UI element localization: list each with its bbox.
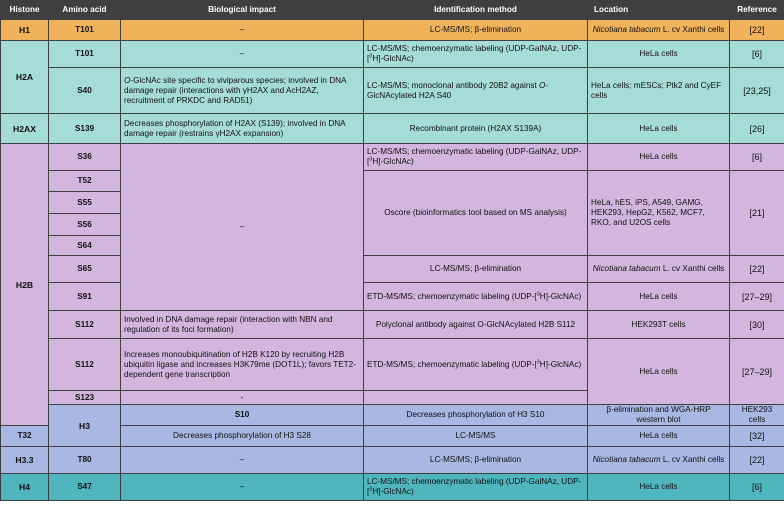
method-text: ETD-MS/MS; chemoenzymatic labeling (UDP-[	[367, 359, 537, 369]
reference-cell: [6]	[730, 41, 784, 68]
method-cell	[364, 339, 588, 391]
reference-cell: [27–29]	[730, 339, 784, 405]
impact-cell: Decreases phosphorylation of H3 S28	[121, 426, 364, 447]
species-name: Nicotiana tabacum	[592, 264, 661, 273]
impact-cell: Decreases phosphorylation of H2AX (S139); involved in DNA damage repair (restrains γH2AX expansion)	[121, 114, 364, 144]
location-cell: HeLa cells	[588, 426, 730, 447]
isotope-superscript: 3	[536, 358, 540, 365]
amino-acid-cell: S65	[49, 256, 121, 283]
reference-cell: [6]	[730, 144, 784, 171]
table-row	[1, 339, 784, 391]
method-text: LC-MS/MS; monoclonal antibody 20B2 against	[367, 80, 540, 90]
location-text: L. cv Xanthi cells	[660, 455, 725, 464]
species-name: Nicotiana tabacum	[592, 455, 661, 464]
reference-cell: [30]	[730, 311, 784, 339]
table-row	[1, 41, 784, 68]
method-cell: LC-MS/MS; β-elimination	[364, 20, 588, 41]
table-row	[1, 68, 784, 114]
method-text: ETD-MS/MS; chemoenzymatic labeling (UDP-[	[367, 291, 537, 301]
amino-acid-cell: S36	[49, 144, 121, 171]
method-cell: LC-MS/MS	[364, 426, 588, 447]
amino-acid-cell: S55	[49, 192, 121, 214]
method-text: H]-GlcNAc)	[372, 54, 414, 63]
isotope-superscript: 3	[369, 486, 373, 493]
location-cell: HeLa cells; mESCs; Ptk2 and CyEF cells	[588, 68, 730, 114]
location-cell: HeLa cells	[588, 339, 730, 405]
impact-cell	[121, 68, 364, 114]
amino-acid-cell: S112	[49, 311, 121, 339]
amino-acid-cell: S112	[49, 339, 121, 391]
impact-cell: Increases monoubiquitination of H2B K120 by recruiting H2B ubiquitin ligase and increases H3K79me (DOT1L); favors TET2-dependent gene transcription	[121, 339, 364, 391]
amino-acid-cell: S64	[49, 236, 121, 256]
histone-cell: H2AX	[1, 114, 49, 144]
method-text: H]-GlcNAc)	[539, 291, 582, 301]
impact-cell: –	[121, 20, 364, 41]
table-row	[1, 256, 784, 283]
table-row	[1, 144, 784, 171]
amino-acid-cell: S47	[49, 474, 121, 501]
location-cell: HEK293 cells	[730, 405, 784, 426]
amino-acid-cell: S139	[49, 114, 121, 144]
table-row	[1, 311, 784, 339]
location-cell	[588, 256, 730, 283]
method-text: LC-MS/MS; chemoenzymatic labeling (UDP-GalNAz, UDP-[	[367, 477, 582, 496]
species-name: Nicotiana tabacum	[592, 25, 661, 34]
amino-acid-cell: S123	[49, 391, 121, 405]
isotope-superscript: 3	[369, 156, 373, 163]
amino-acid-cell: S40	[49, 68, 121, 114]
table-row	[1, 474, 784, 501]
impact-cell: –	[121, 447, 364, 474]
location-cell: HeLa, hES, iPS, A549, GAMG, HEK293, HepG2, K562, MCF7, RKO, and U2OS cells	[588, 171, 730, 256]
header-identification-method: Identification method	[364, 1, 588, 20]
location-text: L. cv Xanthi cells	[660, 25, 725, 34]
method-text: H]-GlcNAc)	[539, 359, 582, 369]
amino-acid-cell: T32	[1, 426, 49, 447]
method-text: LC-MS/MS; chemoenzymatic labeling (UDP-GalNAz, UDP-[	[367, 147, 582, 166]
location-cell	[588, 20, 730, 41]
location-cell: HeLa cells	[588, 474, 730, 501]
amino-acid-cell: T101	[49, 20, 121, 41]
method-cell	[364, 283, 588, 311]
header-reference: Reference	[730, 1, 784, 20]
amino-acid-cell: T52	[49, 171, 121, 192]
impact-cell: –	[121, 41, 364, 68]
method-text: LC-MS/MS; chemoenzymatic labeling (UDP-GalNAz, UDP-[	[367, 44, 582, 63]
reference-cell: [21]	[730, 171, 784, 256]
isotope-superscript: 3	[536, 290, 540, 297]
reference-cell: [22]	[730, 20, 784, 41]
reference-cell: [26]	[730, 114, 784, 144]
method-cell: LC-MS/MS; β-elimination	[364, 447, 588, 474]
histone-cell: H1	[1, 20, 49, 41]
histone-cell: H4	[1, 474, 49, 501]
reference-cell: [22]	[730, 447, 784, 474]
table-row	[1, 171, 784, 192]
location-cell: HeLa cells	[588, 144, 730, 171]
impact-cell: –	[121, 144, 364, 311]
reference-cell: [22]	[730, 256, 784, 283]
method-cell	[364, 68, 588, 114]
method-cell: Recombinant protein (H2AX S139A)	[364, 114, 588, 144]
method-cell: Oscore (bioinformatics tool based on MS analysis)	[364, 171, 588, 256]
method-cell: LC-MS/MS; β-elimination	[364, 256, 588, 283]
location-cell: HeLa cells	[588, 41, 730, 68]
location-cell: HeLa cells	[588, 114, 730, 144]
location-cell	[588, 447, 730, 474]
impact-cell: -	[121, 391, 364, 405]
table-row	[1, 405, 784, 426]
location-cell: HEK293T cells	[588, 311, 730, 339]
header-amino-acid: Amino acid	[49, 1, 121, 20]
header-location: Location	[588, 1, 730, 20]
method-text: H]-GlcNAc)	[372, 157, 414, 166]
location-cell: HeLa cells	[588, 283, 730, 311]
impact-italic: O	[124, 75, 131, 85]
impact-text: -GlcNAc site specific to viviparous species; involved in DNA damage repair (interactions with γH2AX and AcH2AZ, recruitment of PRKDC and RAD51)	[124, 75, 347, 105]
method-text: H]-GlcNAc)	[372, 487, 414, 496]
impact-cell: –	[121, 474, 364, 501]
method-cell: Polyclonal antibody against O-GlcNAcylated H2B S112	[364, 311, 588, 339]
impact-cell: Decreases phosphorylation of H3 S10	[364, 405, 588, 426]
table-row	[1, 114, 784, 144]
method-cell	[364, 41, 588, 68]
method-cell: β-elimination and WGA-HRP western blot	[588, 405, 730, 426]
isotope-superscript: 3	[369, 53, 373, 60]
reference-cell: [32]	[730, 426, 784, 447]
table-row	[1, 283, 784, 311]
method-italic: O	[539, 80, 546, 90]
table-row	[1, 447, 784, 474]
table-row	[1, 20, 784, 41]
method-text: -GlcNAcylated H2A S40	[367, 80, 549, 100]
header-biological-impact: Biological impact	[121, 1, 364, 20]
method-cell	[364, 144, 588, 171]
reference-cell: [23,25]	[730, 68, 784, 114]
header-row	[1, 1, 784, 20]
reference-cell: [6]	[730, 474, 784, 501]
amino-acid-cell: S10	[121, 405, 364, 426]
amino-acid-cell: T101	[49, 41, 121, 68]
header-histone: Histone	[1, 1, 49, 20]
histone-cell: H3.3	[1, 447, 49, 474]
location-text: L. cv Xanthi cells	[660, 264, 725, 273]
method-cell	[364, 474, 588, 501]
histone-cell: H3	[49, 405, 121, 447]
impact-cell: Involved in DNA damage repair (interaction with NBN and regulation of its foci formation)	[121, 311, 364, 339]
reference-cell: [27–29]	[730, 283, 784, 311]
method-cell	[364, 391, 588, 405]
amino-acid-cell: S91	[49, 283, 121, 311]
histone-cell: H2A	[1, 41, 49, 114]
amino-acid-cell: T80	[49, 447, 121, 474]
histone-cell: H2B	[1, 144, 49, 426]
amino-acid-cell: S56	[49, 214, 121, 236]
